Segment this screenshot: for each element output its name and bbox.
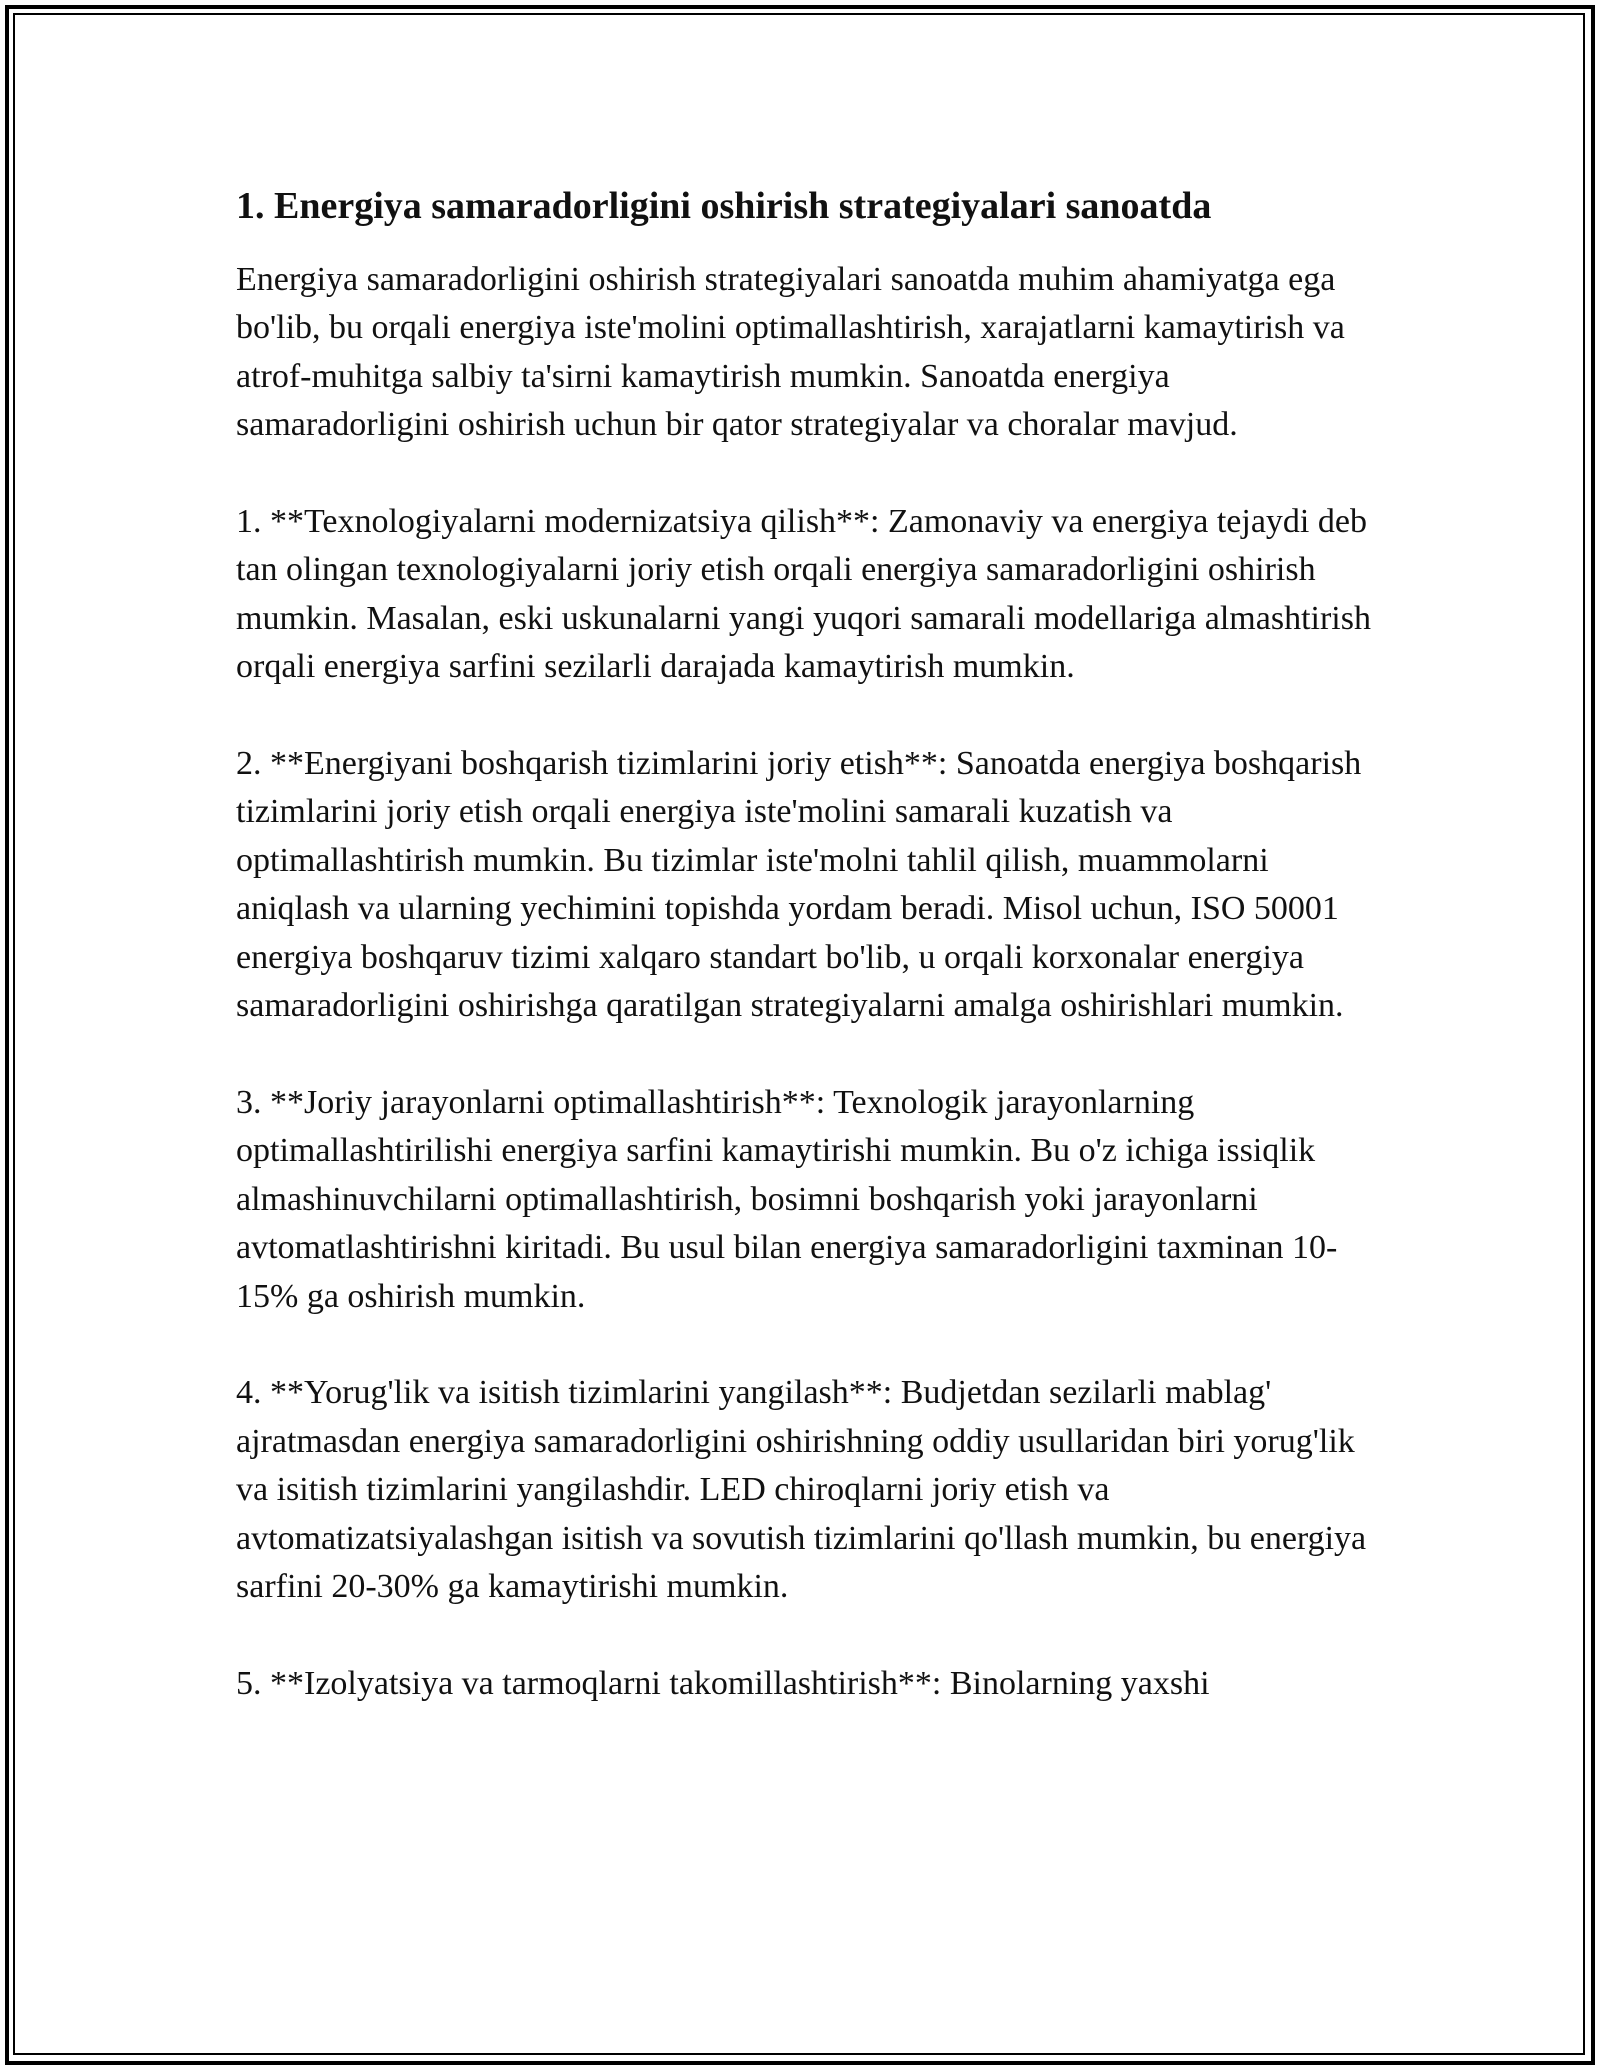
- list-item-2: 2. **Energiyani boshqarish tizimlarini joriy etish**: Sanoatda energiya boshqarish tizimlarini joriy etish orqali energiya iste'molini samarali kuzatish va optimallashtirish mumkin. Bu tizimlar iste'molni tahlil qilish, muammolarni aniqlash va ularning yechimini topishda yordam beradi. Misol uchun, ISO 50001 energiya boshqaruv tizimi xalqaro standart bo'lib, u orqali korxonalar energiya samaradorligini oshirishga qaratilgan strategiyalarni amalga oshirishlari mumkin.: [236, 744, 1362, 1025]
- document-title: 1. Energiya samaradorligini oshirish strategiyalari sanoatda: [236, 185, 1212, 227]
- list-item-1: 1. **Texnologiyalarni modernizatsiya qilish**: Zamonaviy va energiya tejaydi deb tan olingan texnologiyalarni joriy etish orqali energiya samaradorligini oshirish mumkin. Masalan, eski uskunalarni yangi yuqori samarali modellariga almashtirish orqali energiya sarfini sezilarli darajada kamaytirish mumkin.: [236, 502, 1371, 686]
- intro-paragraph: Energiya samaradorligini oshirish strategiyalari sanoatda muhim ahamiyatga ega bo'lib, bu orqali energiya iste'molini optimallashtirish, xarajatlarni kamaytirish va atrof-muhitga salbiy ta'sirni kamaytirish mumkin. Sanoatda energiya samaradorligini oshirish uchun bir qator strategiyalar va choralar mavjud.: [236, 260, 1345, 444]
- list-item-4: 4. **Yorug'lik va isitish tizimlarini yangilash**: Budjetdan sezilarli mablag' ajratmasdan energiya samaradorligini oshirishning oddiy usullaridan biri yorug'lik va isitish tizimlarini yangilashdir. LED chiroqlarni joriy etish va avtomatizatsiyalashgan isitish va sovutish tizimlarini qo'llash mumkin, bu energiya sarfini 20-30% ga kamaytirishi mumkin.: [236, 1374, 1367, 1606]
- list-item-5: 5. **Izolyatsiya va tarmoqlarni takomillashtirish**: Binolarning yaxshi: [236, 1664, 1210, 1702]
- document-body: [236, 184, 1376, 1756]
- list-item-3: 3. **Joriy jarayonlarni optimallashtirish**: Texnologik jarayonlarning optimallashtirilishi energiya sarfini kamaytirishi mumkin. Bu o'z ichiga issiqlik almashinuvchilarni optimallashtirish, bosimni boshqarish yoki jarayonlarni avtomatlashtirishni kiritadi. Bu usul bilan energiya samaradorligini taxminan 10-15% ga oshirish mumkin.: [236, 1083, 1338, 1315]
